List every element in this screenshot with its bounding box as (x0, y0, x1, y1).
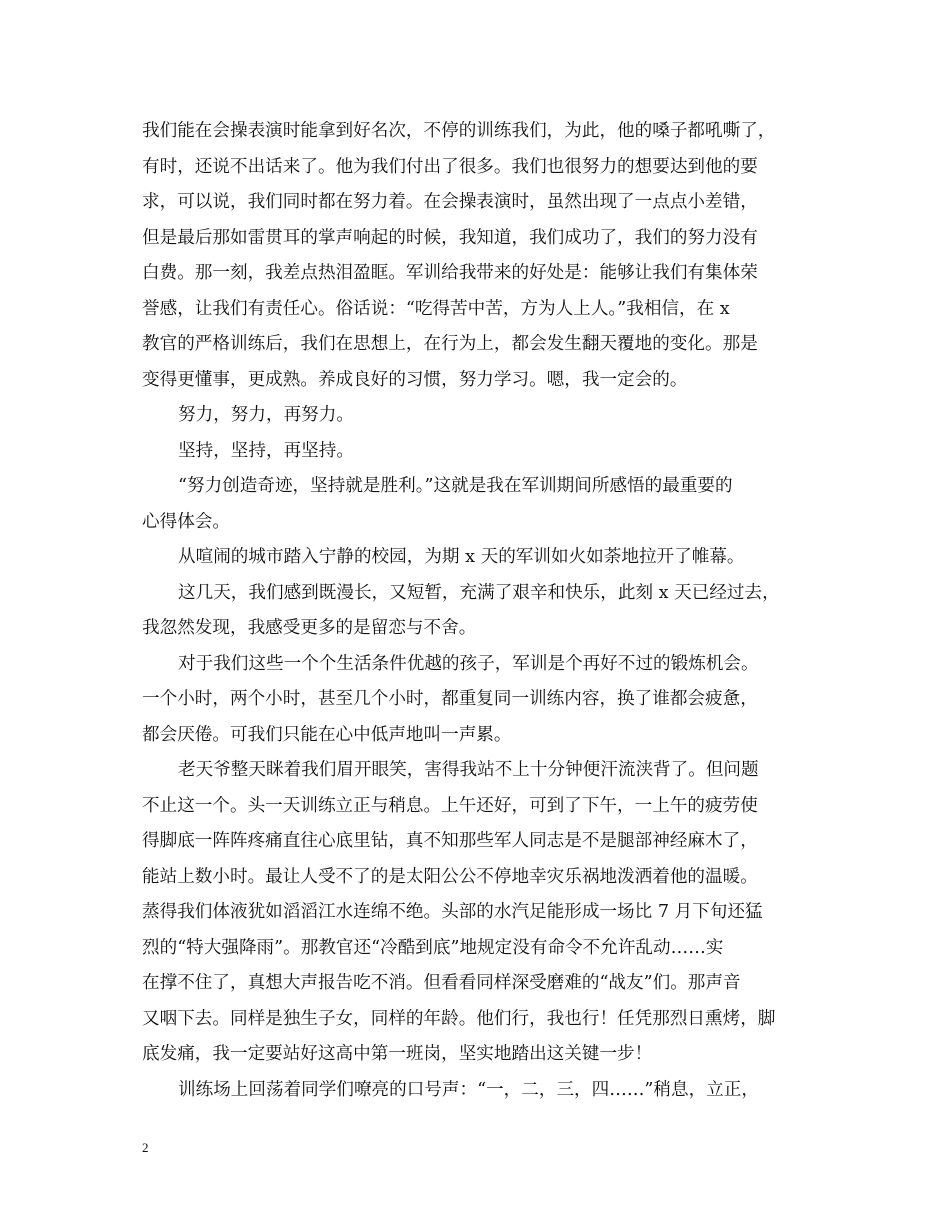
text-line: 这几天，我们感到既漫长，又短暂，充满了艰辛和快乐，此刻 x 天已经过去， (178, 582, 780, 603)
text-line: 求，可以说，我们同时都在努力着。在会操表演时，虽然出现了一点点小差错， (142, 192, 758, 212)
text-line: 又咽下去。同样是独生子女，同样的年龄。他们行，我也行！任凭那烈日熏烤，脚 (142, 1008, 776, 1029)
text-line: 心得体会。 (142, 511, 230, 532)
text-line: 努力，努力，再努力。 (178, 405, 354, 425)
text-line: 坚持，坚持，再坚持。 (178, 440, 354, 461)
text-line: 变得更懂事，更成熟。养成良好的习惯，努力学习。嗯，我一定会的。 (142, 369, 688, 390)
text-line: 教官的严格训练后，我们在思想上，在行为上，都会发生翻天覆地的变化。那是 (142, 334, 758, 354)
text-line: 都会厌倦。可我们只能在心中低声地叫一声累。 (142, 724, 512, 745)
text-line: “努力创造奇迹，坚持就是胜利。”这就是我在军训期间所感悟的最重要的 (178, 476, 733, 496)
text-line: 底发痛，我一定要站好这高中第一班岗，坚实地踏出这关键一步！ (142, 1044, 653, 1064)
text-line: 对于我们这些一个个生活条件优越的孩子，军训是个再好不过的锻炼机会。 (178, 653, 759, 674)
text-line: 一个小时，两个小时，甚至几个小时，都重复同一训练内容，换了谁都会疲惫， (142, 689, 758, 709)
text-line: 不止这一个。头一天训练立正与稍息。上午还好，可到了下午，一上午的疲劳使 (142, 795, 758, 816)
text-line: 我们能在会操表演时能拿到好名次，不停的训练我们，为此，他的嗓子都吼嘶了， (142, 121, 776, 141)
text-line: 在撑不住了，真想大声报告吃不消。但看看同样深受磨难的“战友”们。那声音 (142, 973, 741, 993)
page-number: 2 (142, 1140, 149, 1155)
text-line: 能站上数小时。最让人受不了的是太阳公公不停地幸灾乐祸地泼洒着他的温暖。 (142, 866, 758, 887)
text-line: 誉感，让我们有责任心。俗话说：“吃得苦中苦，方为人上人。”我相信，在 x (142, 298, 730, 319)
text-line: 老天爷整天眯着我们眉开眼笑，害得我站不上十分钟便汗流浃背了。但问题 (178, 760, 759, 780)
text-line: 蒸得我们体液犹如滔滔江水连绵不绝。头部的水汽足能形成一场比 7 月下旬还猛 (142, 902, 763, 922)
text-line: 有时，还说不出话来了。他为我们付出了很多。我们也很努力的想要达到他的要 (142, 156, 758, 177)
text-line: 训练场上回荡着同学们嘹亮的口号声：“一，二，三，四……”稍息，立正， (178, 1079, 759, 1100)
text-line: 烈的“特大强降雨”。那教官还“冷酷到底”地规定没有命令不允许乱动……实 (142, 937, 724, 958)
body-text (142, 114, 824, 1108)
text-line: 从喧闹的城市踏入宁静的校园，为期 x 天的军训如火如荼地拉开了帷幕。 (178, 547, 745, 567)
text-line: 得脚底一阵阵疼痛直往心底里钻，真不知那些军人同志是不是腿部神经麻木了， (142, 831, 758, 851)
text-line: 白费。那一刻，我差点热泪盈眶。军训给我带来的好处是：能够让我们有集体荣 (142, 263, 758, 283)
text-line: 我忽然发现，我感受更多的是留恋与不舍。 (142, 618, 477, 638)
text-line: 但是最后那如雷贯耳的掌声响起的时候，我知道，我们成功了，我们的努力没有 (142, 227, 758, 248)
